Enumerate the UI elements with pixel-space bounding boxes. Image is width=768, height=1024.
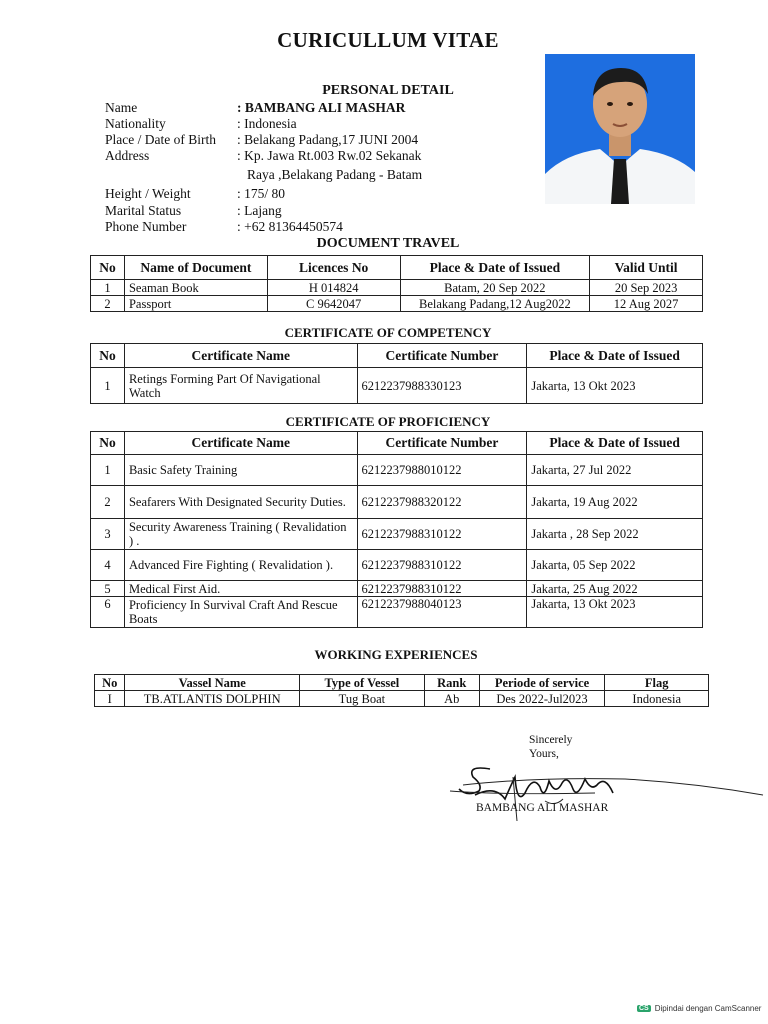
personal-detail-row [105,116,297,132]
proficiency-heading: CERTIFICATE OF PROFICIENCY [285,414,491,429]
scanner-watermark [637,1004,761,1013]
table-cell: 6212237988320122 [357,486,527,519]
table-cell: 2 [91,296,125,312]
table-row [91,296,703,312]
table-header: No [95,675,125,691]
table-header: Place & Date of Issued [400,256,590,280]
table-cell: Proficiency In Survival Craft And Rescue Boats [124,597,357,628]
handwritten-signature-icon [445,755,765,825]
personal-detail-value: Raya ,Belakang Padang - Batam [247,167,423,182]
document-title: CURICULLUM VITAE [277,28,499,52]
table-cell: Tug Boat [299,691,424,707]
personal-detail-row [105,186,285,202]
table-cell: 1 [91,280,125,296]
personal-detail-row [105,132,418,148]
signatory-name: BAMBANG ALI MASHAR [476,802,609,814]
table-cell: Batam, 20 Sep 2022 [400,280,590,296]
competency-heading: CERTIFICATE OF COMPETENCY [284,325,492,340]
personal-detail-label: Place / Date of Birth [105,132,216,147]
personal-detail-heading: PERSONAL DETAIL [322,83,454,98]
table-cell: 4 [91,550,125,581]
table-cell: Jakarta, 13 Okt 2023 [527,368,703,404]
table-header: Name of Document [124,256,267,280]
table-cell: Jakarta, 27 Jul 2022 [527,455,703,486]
personal-detail-row [105,167,422,183]
table-row [91,597,703,628]
table-cell: Jakarta, 13 Okt 2023 [527,597,703,628]
table-header: No [91,432,125,455]
personal-detail-value: : Lajang [237,203,282,218]
table-header: Rank [424,675,479,691]
table-cell: 6 [91,597,125,628]
table-cell: C 9642047 [267,296,400,312]
personal-detail-value: : +62 81364450574 [237,219,343,234]
table-cell: Advanced Fire Fighting ( Revalidation ). [124,550,357,581]
table-header: Certificate Name [124,432,357,455]
table-row [91,519,703,550]
personal-detail-label: Height / Weight [105,186,191,201]
personal-detail-value: : Kp. Jawa Rt.003 Rw.02 Sekanak [237,148,422,163]
profile-photo [545,54,695,204]
table-cell: 6212237988310122 [357,581,527,597]
table-header: Type of Vessel [299,675,424,691]
table-cell: 20 Sep 2023 [590,280,703,296]
table-cell: 6212237988330123 [357,368,527,404]
table-cell: Retings Forming Part Of Navigational Watch [124,368,357,404]
table-cell: Ab [424,691,479,707]
table-header: No [91,256,125,280]
table-cell: Medical First Aid. [124,581,357,597]
working-experiences-heading: WORKING EXPERIENCES [314,647,478,662]
table-cell: Seafarers With Designated Security Duties. [124,486,357,519]
table-row [91,581,703,597]
table-cell: 6212237988040123 [357,597,527,628]
table-header: Licences No [267,256,400,280]
document-travel-heading: DOCUMENT TRAVEL [316,236,460,251]
table-header: Periode of service [479,675,605,691]
table-cell: 6212237988310122 [357,550,527,581]
closing-yours: Yours, [529,748,559,760]
table-cell: 2 [91,486,125,519]
table-row [91,455,703,486]
competency-table [90,343,703,404]
table-cell: Security Awareness Training ( Revalidation ) . [124,519,357,550]
working-experiences-table [94,674,709,707]
table-cell: Jakarta, 25 Aug 2022 [527,581,703,597]
table-header: Certificate Number [357,344,527,368]
table-cell: Seaman Book [124,280,267,296]
personal-detail-value: : BAMBANG ALI MASHAR [237,100,406,115]
table-cell: 1 [91,455,125,486]
table-cell: 12 Aug 2027 [590,296,703,312]
table-cell: I [95,691,125,707]
table-cell: Indonesia [605,691,709,707]
personal-detail-label: Phone Number [105,219,187,234]
table-cell: 5 [91,581,125,597]
table-cell: Des 2022-Jul2023 [479,691,605,707]
table-row [91,550,703,581]
table-cell: 3 [91,519,125,550]
table-row [91,280,703,296]
table-cell: Basic Safety Training [124,455,357,486]
table-cell: Jakarta, 19 Aug 2022 [527,486,703,519]
table-header: Certificate Name [124,344,357,368]
camscanner-logo-icon: CS [639,1005,649,1012]
table-row [95,691,709,707]
table-cell: Jakarta , 28 Sep 2022 [527,519,703,550]
personal-detail-row [105,100,405,116]
table-header: Flag [605,675,709,691]
table-header: Certificate Number [357,432,527,455]
table-header: Place & Date of Issued [527,344,703,368]
table-cell: 6212237988010122 [357,455,527,486]
table-cell: Passport [124,296,267,312]
proficiency-table [90,431,703,628]
table-cell: H 014824 [267,280,400,296]
scanner-text: Dipindai dengan CamScanner [654,1004,762,1013]
table-cell: Jakarta, 05 Sep 2022 [527,550,703,581]
table-header: No [91,344,125,368]
personal-detail-label: Address [105,148,150,163]
person-photo-icon [545,54,695,204]
table-header: Valid Until [590,256,703,280]
personal-detail-row [105,203,282,219]
closing-sincerely: Sincerely [529,734,573,746]
personal-detail-label: Nationality [105,116,166,131]
table-header: Place & Date of Issued [527,432,703,455]
personal-detail-value: : Belakang Padang,17 JUNI 2004 [237,132,419,147]
table-row [91,486,703,519]
table-row [91,368,703,404]
personal-detail-label: Marital Status [105,203,182,218]
personal-detail-value: : Indonesia [237,116,297,131]
table-cell: TB.ATLANTIS DOLPHIN [125,691,300,707]
table-cell: Belakang Padang,12 Aug2022 [400,296,590,312]
document-travel-table [90,255,703,312]
table-cell: 1 [91,368,125,404]
personal-detail-label: Name [105,100,138,115]
table-header: Vassel Name [125,675,300,691]
table-cell: 6212237988310122 [357,519,527,550]
personal-detail-row [105,219,343,235]
personal-detail-row [105,148,421,164]
personal-detail-value: : 175/ 80 [237,186,286,201]
